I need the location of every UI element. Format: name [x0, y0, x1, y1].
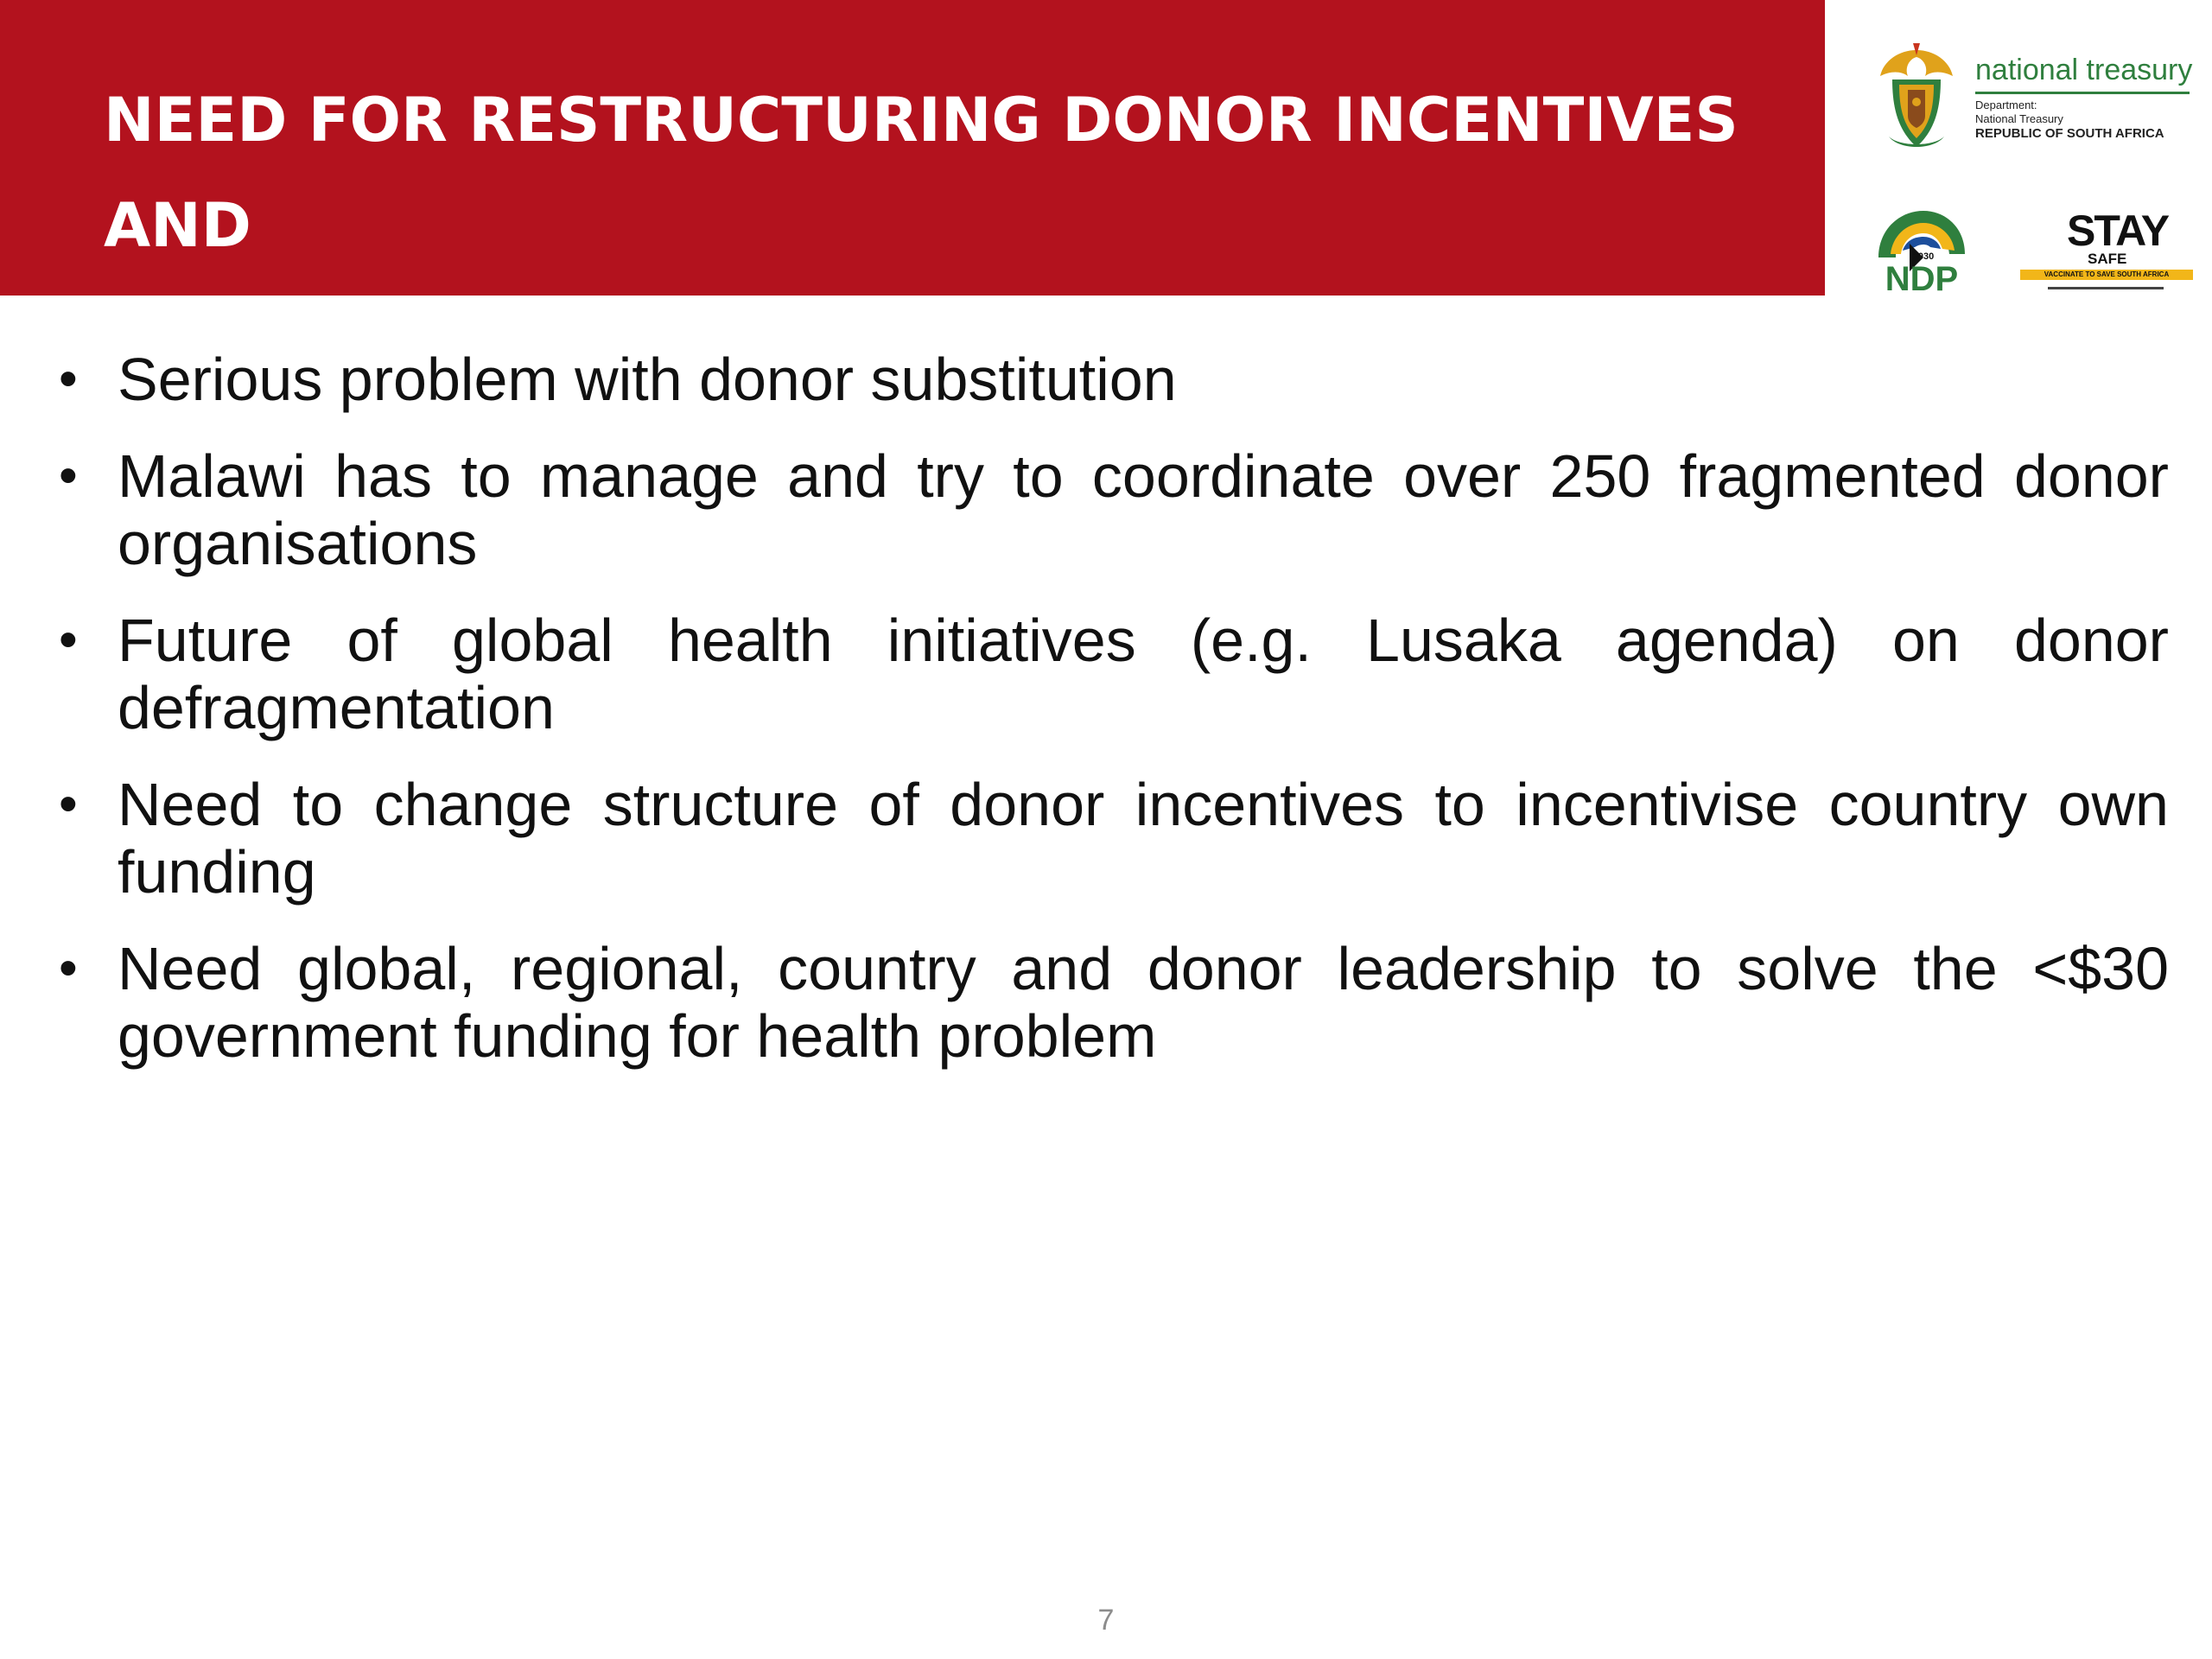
coat-of-arms-logo — [1873, 41, 1960, 154]
stay-safe-logo — [2013, 206, 2196, 296]
ndp-year: 2030 — [1912, 251, 1935, 262]
slide-title — [104, 67, 1797, 384]
slide-title-line-2: REDUCING FRAGMENTATION — [104, 296, 1060, 366]
bullet-item — [59, 346, 2169, 413]
bullet-item — [59, 771, 2169, 906]
national-treasury-country: REPUBLIC OF SOUTH AFRICA — [1975, 126, 2164, 141]
bullet-symbol: • — [59, 938, 78, 998]
bullet-text: Need global, regional, country and donor leadership to solve the <$30 government funding for health problem — [118, 935, 2169, 1070]
bullet-list — [59, 346, 2169, 1099]
ndp-text: NDP — [1885, 260, 1959, 296]
department-line-2: National Treasury — [1975, 112, 2063, 125]
national-treasury-logo — [1975, 54, 2191, 149]
vaccinate-banner — [2020, 270, 2193, 280]
bullet-symbol: • — [59, 349, 78, 409]
national-treasury-underline — [1975, 92, 2190, 94]
department-line-1: Department: — [1975, 99, 2037, 111]
bullet-item — [59, 935, 2169, 1070]
stay-safe-safe: SAFE — [2088, 251, 2127, 267]
ndp-logo — [1873, 206, 1970, 296]
national-treasury-department — [1975, 99, 2063, 126]
stay-safe-footer-line — [2048, 287, 2164, 289]
vaccinate-tagline: VACCINATE TO SAVE SOUTH AFRICA — [2044, 270, 2170, 278]
bullet-text: Malawi has to manage and try to coordinate over 250 fragmented donor organisations — [118, 442, 2169, 577]
bullet-text: Need to change structure of donor incentives to incentivise country own funding — [118, 771, 2169, 906]
bullet-symbol: • — [59, 774, 78, 834]
page-number: 7 — [1097, 1604, 1115, 1637]
slide-title-line-1: NEED FOR RESTRUCTURING DONOR INCENTIVES AND — [104, 85, 1738, 261]
stay-safe-stay: STAY — [2067, 207, 2169, 255]
bullet-symbol: • — [59, 446, 78, 505]
bullet-item — [59, 442, 2169, 577]
title-banner — [0, 0, 1825, 366]
bullet-text: Serious problem with donor substitution — [118, 346, 1177, 413]
bullet-symbol: • — [59, 610, 78, 670]
bullet-item — [59, 607, 2169, 741]
bullet-text: Future of global health initiatives (e.g. Lusaka agenda) on donor defragmentation — [118, 607, 2169, 741]
national-treasury-name: national treasury — [1975, 54, 2193, 86]
